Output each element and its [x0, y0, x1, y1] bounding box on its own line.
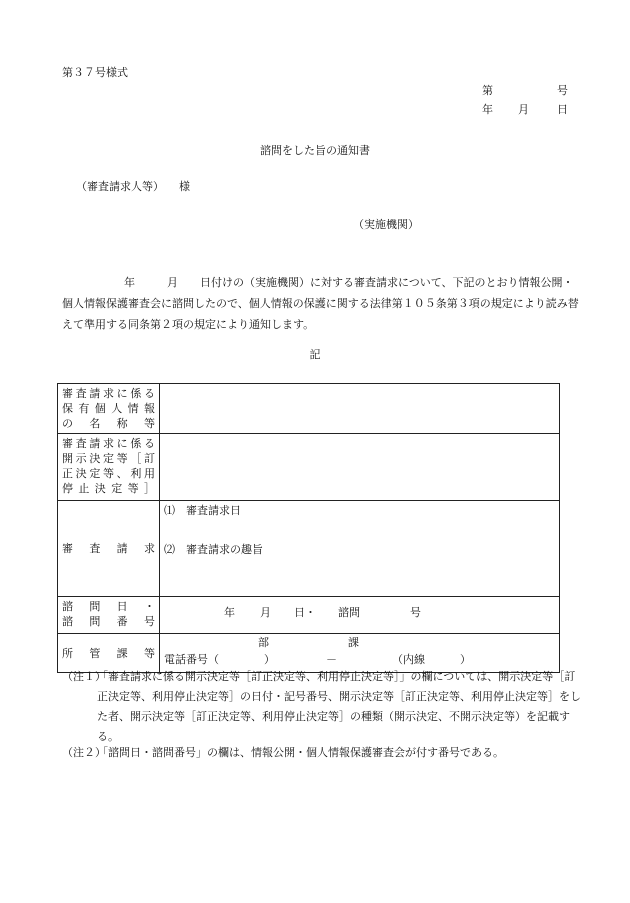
ki-heading: 記: [309, 348, 321, 361]
body-date-year: 年: [124, 276, 135, 289]
addressee: （審査請求人等）: [76, 180, 164, 193]
note-1: （注１） 「審査請求に係る開示決定等［訂正決定等、利用停止決定等］」の欄については、開示決定等［訂正決定等、利用停止決定等］の日付・記号番号、開示決定等［訂正決定等、利用停止決定等］をした者、開示決定等［訂正決定等、利用停止決定等］の種類（開示決定、不開示決定等）を記載する。: [62, 670, 581, 743]
form-number: 第３７号様式: [62, 66, 128, 79]
date-day: 日: [557, 103, 568, 116]
label-consultation-date-number: 諮 問 日 ・ 諮 問 番 号: [58, 597, 160, 634]
body-text: 日付けの（実施機関）に対する審査請求について、下記のとおり情報公開・個人情報保護審査会に諮問したので、個人情報の保護に関する法律第１０５条第３項の規定により読み替えて準用する同条第２項の規定により通知します。: [62, 276, 579, 331]
body-date-month: 月: [167, 276, 178, 289]
note-2: （注２） 「諮問日・諮問番号」の欄は、情報公開・個人情報保護審査会が付す番号である。: [62, 746, 504, 759]
body-paragraph: [62, 272, 582, 335]
label-personal-info-name: 審査請求に係る 保有個人情報 の 名 称 等: [58, 384, 160, 434]
review-request-purpose-item: ⑵ 審査請求の趣旨: [164, 543, 263, 556]
document-number-prefix: 第: [482, 84, 493, 97]
value-department[interactable]: 部 課 電話番号（ ） － （内線 ）: [160, 634, 560, 673]
date-year: 年: [482, 103, 493, 116]
table-row: [58, 434, 560, 501]
document-number-suffix: 号: [557, 84, 568, 97]
value-personal-info-name[interactable]: [160, 384, 560, 434]
table-row: [58, 597, 560, 634]
label-review-request: 審 査 請 求: [58, 501, 160, 597]
issuing-agency: （実施機関）: [353, 218, 419, 231]
document-title: 諮問をした旨の通知書: [260, 144, 370, 157]
value-consultation-date-number[interactable]: 年 月 日・ 諮問 号: [160, 597, 560, 634]
label-disclosure-decision: 審査請求に係る 開示決定等［訂 正決定等、利用 停止決定等］: [58, 434, 160, 501]
extension-label: （内線: [392, 653, 425, 666]
table-row: [58, 501, 560, 597]
date-month: 月: [518, 103, 529, 116]
addressee-honorific: 様: [179, 180, 190, 193]
phone-label: 電話番号（: [164, 653, 219, 666]
label-department: 所 管 課 等: [58, 634, 160, 673]
value-review-request[interactable]: [160, 501, 560, 597]
details-table: [57, 383, 560, 673]
table-row: [58, 384, 560, 434]
value-disclosure-decision[interactable]: [160, 434, 560, 501]
review-request-date-item: ⑴ 審査請求日: [164, 504, 241, 517]
